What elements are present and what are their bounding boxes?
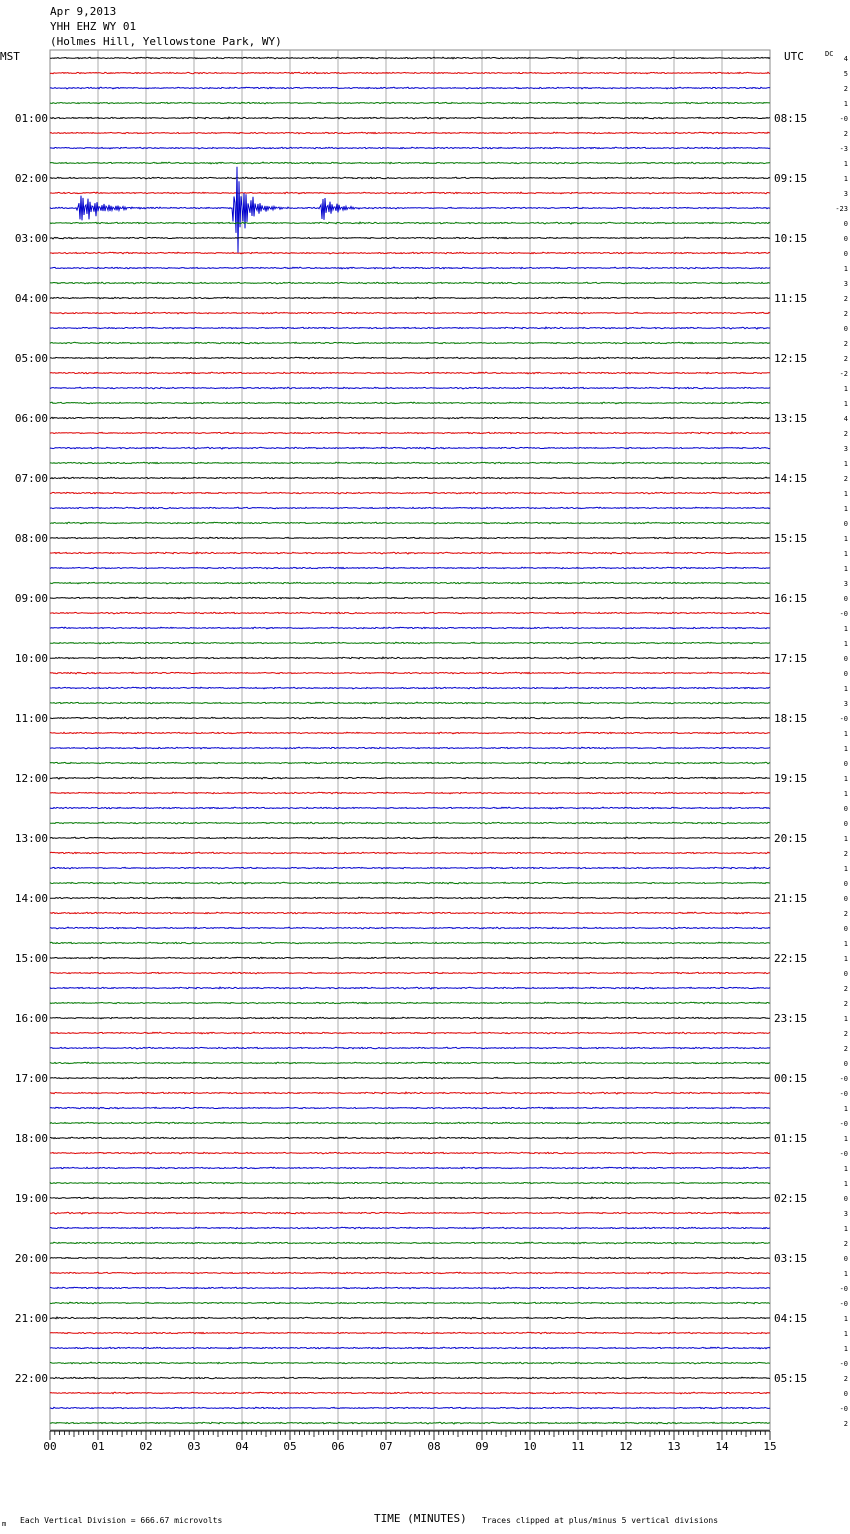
seismic-trace — [50, 1227, 770, 1229]
left-hour-label: 19:00 — [14, 1192, 48, 1205]
right-hour-label: 11:15 — [774, 292, 808, 305]
dc-offset-label: 0 — [843, 520, 848, 528]
seismic-trace — [50, 912, 770, 914]
right-hour-label: 03:15 — [774, 1252, 808, 1265]
seismic-trace — [50, 1257, 770, 1259]
seismic-trace — [50, 1362, 770, 1364]
seismic-trace — [50, 1122, 770, 1124]
x-tick-label: 15 — [763, 1440, 777, 1453]
dc-offset-label: 3 — [843, 190, 848, 198]
right-hour-label: 10:15 — [774, 232, 808, 245]
seismic-trace — [50, 102, 770, 104]
seismic-trace — [50, 672, 770, 674]
right-hour-label: 00:15 — [774, 1072, 808, 1085]
x-tick-label: 02 — [139, 1440, 153, 1453]
seismic-trace — [50, 1002, 770, 1004]
seismic-trace — [50, 552, 770, 554]
dc-offset-label: 2 — [843, 910, 848, 918]
dc-offset-label: 4 — [843, 415, 848, 423]
seismic-trace — [50, 1392, 770, 1394]
seismic-trace — [50, 117, 770, 119]
left-hour-label: 06:00 — [14, 412, 48, 425]
seismic-trace — [50, 1197, 770, 1199]
right-hour-label: 18:15 — [774, 712, 808, 725]
right-hour-label: 12:15 — [774, 352, 808, 365]
seismic-trace — [50, 1077, 770, 1079]
dc-offset-label: 2 — [843, 475, 848, 483]
dc-offset-label: -0 — [839, 1090, 848, 1098]
clip-note: Traces clipped at plus/minus 5 vertical divisions — [482, 1516, 719, 1525]
dc-offset-label: 1 — [843, 490, 848, 498]
dc-offset-label: -0 — [839, 1360, 848, 1368]
dc-offset-label: -2 — [839, 370, 848, 378]
dc-offset-label: 1 — [843, 730, 848, 738]
dc-offset-label: 1 — [843, 1165, 848, 1173]
dc-offset-label: 3 — [843, 580, 848, 588]
seismic-trace — [50, 522, 770, 524]
seismic-trace — [50, 312, 770, 314]
dc-offset-label: -0 — [839, 1285, 848, 1293]
seismic-trace — [50, 447, 770, 449]
seismic-trace — [50, 147, 770, 149]
dc-offset-label: 0 — [843, 220, 848, 228]
right-hour-label: 13:15 — [774, 412, 808, 425]
seismic-trace — [50, 1332, 770, 1334]
right-hour-label: 17:15 — [774, 652, 808, 665]
seismic-trace — [50, 837, 770, 839]
dc-offset-label: -0 — [839, 1150, 848, 1158]
seismic-trace — [50, 282, 770, 284]
seismic-trace — [50, 167, 770, 253]
seismic-trace — [50, 222, 770, 224]
right-hour-label: 15:15 — [774, 532, 808, 545]
seismic-trace — [50, 432, 770, 434]
seismic-trace — [50, 1137, 770, 1139]
left-hour-label: 20:00 — [14, 1252, 48, 1265]
dc-offset-label: -0 — [839, 1405, 848, 1413]
dc-offset-label: -0 — [839, 1075, 848, 1083]
dc-offset-label: 1 — [843, 265, 848, 273]
dc-offset-label: 0 — [843, 595, 848, 603]
right-hour-label: 21:15 — [774, 892, 808, 905]
x-tick-label: 10 — [523, 1440, 537, 1453]
seismic-trace — [50, 717, 770, 719]
seismic-trace — [50, 1032, 770, 1034]
dc-offset-label: 1 — [843, 100, 848, 108]
dc-offset-label: 2 — [843, 985, 848, 993]
x-tick-label: 13 — [667, 1440, 681, 1453]
dc-offset-label: 3 — [843, 700, 848, 708]
seismic-trace — [50, 1017, 770, 1019]
seismic-trace — [50, 1167, 770, 1169]
dc-offset-label: 0 — [843, 655, 848, 663]
seismic-trace — [50, 762, 770, 764]
dc-offset-header: DC — [825, 50, 834, 58]
dc-offset-label: 0 — [843, 880, 848, 888]
dc-offset-label: 2 — [843, 1240, 848, 1248]
seismic-trace — [50, 942, 770, 944]
seismic-trace — [50, 492, 770, 494]
x-tick-label: 01 — [91, 1440, 105, 1453]
left-hour-label: 10:00 — [14, 652, 48, 665]
seismic-trace — [50, 72, 770, 74]
dc-offset-label: 5 — [843, 70, 848, 78]
seismic-trace — [50, 402, 770, 404]
seismic-trace — [50, 567, 770, 569]
dc-offset-label: 1 — [843, 1270, 848, 1278]
seismic-trace — [50, 342, 770, 344]
x-tick-label: 05 — [283, 1440, 297, 1453]
seismic-trace — [50, 972, 770, 974]
seismic-trace — [50, 987, 770, 989]
dc-offset-label: 2 — [843, 430, 848, 438]
x-tick-label: 06 — [331, 1440, 345, 1453]
x-tick-label: 07 — [379, 1440, 393, 1453]
seismic-trace — [50, 1287, 770, 1289]
right-hour-label: 08:15 — [774, 112, 808, 125]
seismic-trace — [50, 417, 770, 419]
dc-offset-label: -3 — [839, 145, 848, 153]
dc-offset-label: 2 — [843, 355, 848, 363]
dc-offset-label: 0 — [843, 325, 848, 333]
dc-offset-label: 1 — [843, 1015, 848, 1023]
right-hour-label: 02:15 — [774, 1192, 808, 1205]
left-hour-label: 14:00 — [14, 892, 48, 905]
left-hour-label: 18:00 — [14, 1132, 48, 1145]
dc-offset-label: 1 — [843, 835, 848, 843]
dc-offset-label: 1 — [843, 565, 848, 573]
dc-offset-label: 3 — [843, 1210, 848, 1218]
x-tick-label: 11 — [571, 1440, 585, 1453]
dc-offset-label: 0 — [843, 760, 848, 768]
station-location: (Holmes Hill, Yellowstone Park, WY) — [50, 35, 282, 48]
x-tick-label: 12 — [619, 1440, 633, 1453]
dc-offset-label: 1 — [843, 775, 848, 783]
dc-offset-label: 2 — [843, 1030, 848, 1038]
dc-offset-label: 0 — [843, 925, 848, 933]
seismic-trace — [50, 582, 770, 584]
seismic-trace — [50, 927, 770, 929]
seismic-trace — [50, 1062, 770, 1064]
dc-offset-label: -23 — [835, 205, 848, 213]
seismic-trace — [50, 957, 770, 959]
dc-offset-label: -0 — [839, 115, 848, 123]
dc-offset-label: 2 — [843, 850, 848, 858]
dc-offset-label: 1 — [843, 790, 848, 798]
seismic-trace — [50, 777, 770, 779]
seismic-trace — [50, 822, 770, 824]
dc-offset-label: 1 — [843, 1105, 848, 1113]
seismic-trace — [50, 537, 770, 539]
dc-offset-label: 2 — [843, 1045, 848, 1053]
left-hour-label: 05:00 — [14, 352, 48, 365]
dc-offset-label: -0 — [839, 1300, 848, 1308]
seismic-trace — [50, 687, 770, 689]
seismic-trace — [50, 867, 770, 869]
right-hour-label: 05:15 — [774, 1372, 808, 1385]
seismic-trace — [50, 657, 770, 659]
x-tick-label: 03 — [187, 1440, 201, 1453]
dc-offset-label: 0 — [843, 670, 848, 678]
x-tick-label: 00 — [43, 1440, 57, 1453]
dc-offset-label: 2 — [843, 340, 848, 348]
left-hour-label: 17:00 — [14, 1072, 48, 1085]
dc-offset-label: 1 — [843, 1135, 848, 1143]
right-hour-label: 01:15 — [774, 1132, 808, 1145]
plot-date: Apr 9,2013 — [50, 5, 117, 18]
seismic-trace — [50, 252, 770, 254]
dc-offset-label: 4 — [843, 55, 848, 63]
dc-offset-label: 1 — [843, 400, 848, 408]
seismic-trace — [50, 357, 770, 359]
left-hour-label: 21:00 — [14, 1312, 48, 1325]
left-hour-label: 03:00 — [14, 232, 48, 245]
seismic-trace — [50, 327, 770, 329]
right-hour-label: 04:15 — [774, 1312, 808, 1325]
seismic-trace — [50, 387, 770, 389]
seismic-trace — [50, 642, 770, 644]
left-hour-label: 08:00 — [14, 532, 48, 545]
dc-offset-label: 2 — [843, 310, 848, 318]
dc-offset-label: 1 — [843, 1330, 848, 1338]
seismic-trace — [50, 852, 770, 854]
seismic-trace — [50, 897, 770, 899]
plot-frame — [50, 50, 770, 1430]
seismic-trace — [50, 1107, 770, 1109]
seismic-trace — [50, 57, 770, 59]
left-hour-label: 07:00 — [14, 472, 48, 485]
dc-offset-label: 0 — [843, 250, 848, 258]
left-hour-label: 13:00 — [14, 832, 48, 845]
seismic-trace — [50, 612, 770, 614]
dc-offset-label: 0 — [843, 1255, 848, 1263]
dc-offset-label: 0 — [843, 235, 848, 243]
dc-offset-label: 1 — [843, 535, 848, 543]
right-hour-label: 19:15 — [774, 772, 808, 785]
dc-offset-label: 0 — [843, 895, 848, 903]
seismic-trace — [50, 1182, 770, 1184]
seismic-trace — [50, 1212, 770, 1214]
left-hour-label: 16:00 — [14, 1012, 48, 1025]
x-tick-label: 08 — [427, 1440, 441, 1453]
scale-note: Each Vertical Division = 666.67 microvolts — [20, 1516, 223, 1525]
dc-offset-label: 1 — [843, 385, 848, 393]
seismic-trace — [50, 1272, 770, 1274]
seismic-trace — [50, 1092, 770, 1094]
seismic-trace — [50, 1047, 770, 1049]
dc-offset-label: 2 — [843, 85, 848, 93]
dc-offset-label: 1 — [843, 175, 848, 183]
seismic-trace — [50, 1347, 770, 1349]
dc-offset-label: 0 — [843, 970, 848, 978]
dc-offset-label: -0 — [839, 610, 848, 618]
dc-offset-label: 1 — [843, 865, 848, 873]
dc-offset-label: 1 — [843, 955, 848, 963]
dc-offset-label: 0 — [843, 1060, 848, 1068]
dc-offset-label: 0 — [843, 1390, 848, 1398]
left-hour-label: 01:00 — [14, 112, 48, 125]
seismic-trace — [50, 477, 770, 479]
seismic-trace — [50, 372, 770, 374]
dc-offset-label: 2 — [843, 295, 848, 303]
dc-offset-label: 2 — [843, 1420, 848, 1428]
seismic-trace — [50, 732, 770, 734]
seismic-trace — [50, 177, 770, 179]
right-hour-label: 16:15 — [774, 592, 808, 605]
dc-offset-label: 1 — [843, 640, 848, 648]
seismic-trace — [50, 1317, 770, 1319]
left-hour-label: 12:00 — [14, 772, 48, 785]
seismic-trace — [50, 882, 770, 884]
dc-offset-label: 0 — [843, 805, 848, 813]
seismic-trace — [50, 1407, 770, 1409]
dc-offset-label: 2 — [843, 1375, 848, 1383]
right-hour-label: 22:15 — [774, 952, 808, 965]
dc-offset-label: 1 — [843, 460, 848, 468]
seismic-trace — [50, 132, 770, 134]
x-tick-label: 14 — [715, 1440, 729, 1453]
dc-offset-label: 1 — [843, 940, 848, 948]
left-hour-label: 04:00 — [14, 292, 48, 305]
seismic-trace — [50, 627, 770, 629]
dc-offset-label: -0 — [839, 715, 848, 723]
dc-offset-label: 1 — [843, 625, 848, 633]
dc-offset-label: 1 — [843, 1345, 848, 1353]
dc-offset-label: 1 — [843, 160, 848, 168]
right-hour-label: 09:15 — [774, 172, 808, 185]
right-hour-label: 23:15 — [774, 1012, 808, 1025]
seismic-trace — [50, 192, 770, 194]
seismic-trace — [50, 297, 770, 299]
dc-offset-label: 1 — [843, 1225, 848, 1233]
seismic-trace — [50, 597, 770, 599]
seismic-trace — [50, 1377, 770, 1379]
right-timezone-label: UTC — [784, 50, 804, 63]
right-hour-label: 14:15 — [774, 472, 808, 485]
seismic-trace — [50, 747, 770, 749]
x-axis-label: TIME (MINUTES) — [374, 1512, 467, 1525]
right-hour-label: 20:15 — [774, 832, 808, 845]
left-hour-label: 22:00 — [14, 1372, 48, 1385]
left-timezone-label: MST — [0, 50, 20, 63]
dc-offset-label: 1 — [843, 550, 848, 558]
seismic-trace — [50, 1152, 770, 1154]
trace-group — [50, 57, 770, 1424]
left-hour-label: 02:00 — [14, 172, 48, 185]
left-hour-label: 15:00 — [14, 952, 48, 965]
dc-offset-label: 2 — [843, 1000, 848, 1008]
dc-offset-label: 2 — [843, 130, 848, 138]
x-tick-label: 09 — [475, 1440, 489, 1453]
seismic-trace — [50, 87, 770, 89]
dc-offset-label: 0 — [843, 820, 848, 828]
seismic-trace — [50, 267, 770, 269]
seismic-trace — [50, 462, 770, 464]
dc-offset-label: 1 — [843, 745, 848, 753]
x-tick-label: 04 — [235, 1440, 249, 1453]
dc-offset-label: -0 — [839, 1120, 848, 1128]
seismic-trace — [50, 237, 770, 239]
dc-offset-label: 0 — [843, 1195, 848, 1203]
seismic-trace — [50, 162, 770, 164]
dc-offset-label: 3 — [843, 280, 848, 288]
seismic-trace — [50, 1422, 770, 1424]
left-hour-label: 09:00 — [14, 592, 48, 605]
seismic-trace — [50, 807, 770, 809]
station-code: YHH EHZ WY 01 — [50, 20, 137, 33]
dc-offset-label: 1 — [843, 1180, 848, 1188]
dc-offset-label: 1 — [843, 505, 848, 513]
corner-mark: m — [2, 1520, 7, 1528]
dc-offset-label: 3 — [843, 445, 848, 453]
dc-offset-label: 1 — [843, 685, 848, 693]
seismic-trace — [50, 1302, 770, 1304]
seismic-trace — [50, 507, 770, 509]
left-hour-label: 11:00 — [14, 712, 48, 725]
seismic-trace — [50, 1242, 770, 1244]
plot-grid — [50, 50, 770, 1440]
dc-offset-label: 1 — [843, 1315, 848, 1323]
seismic-trace — [50, 702, 770, 704]
seismic-trace — [50, 792, 770, 794]
